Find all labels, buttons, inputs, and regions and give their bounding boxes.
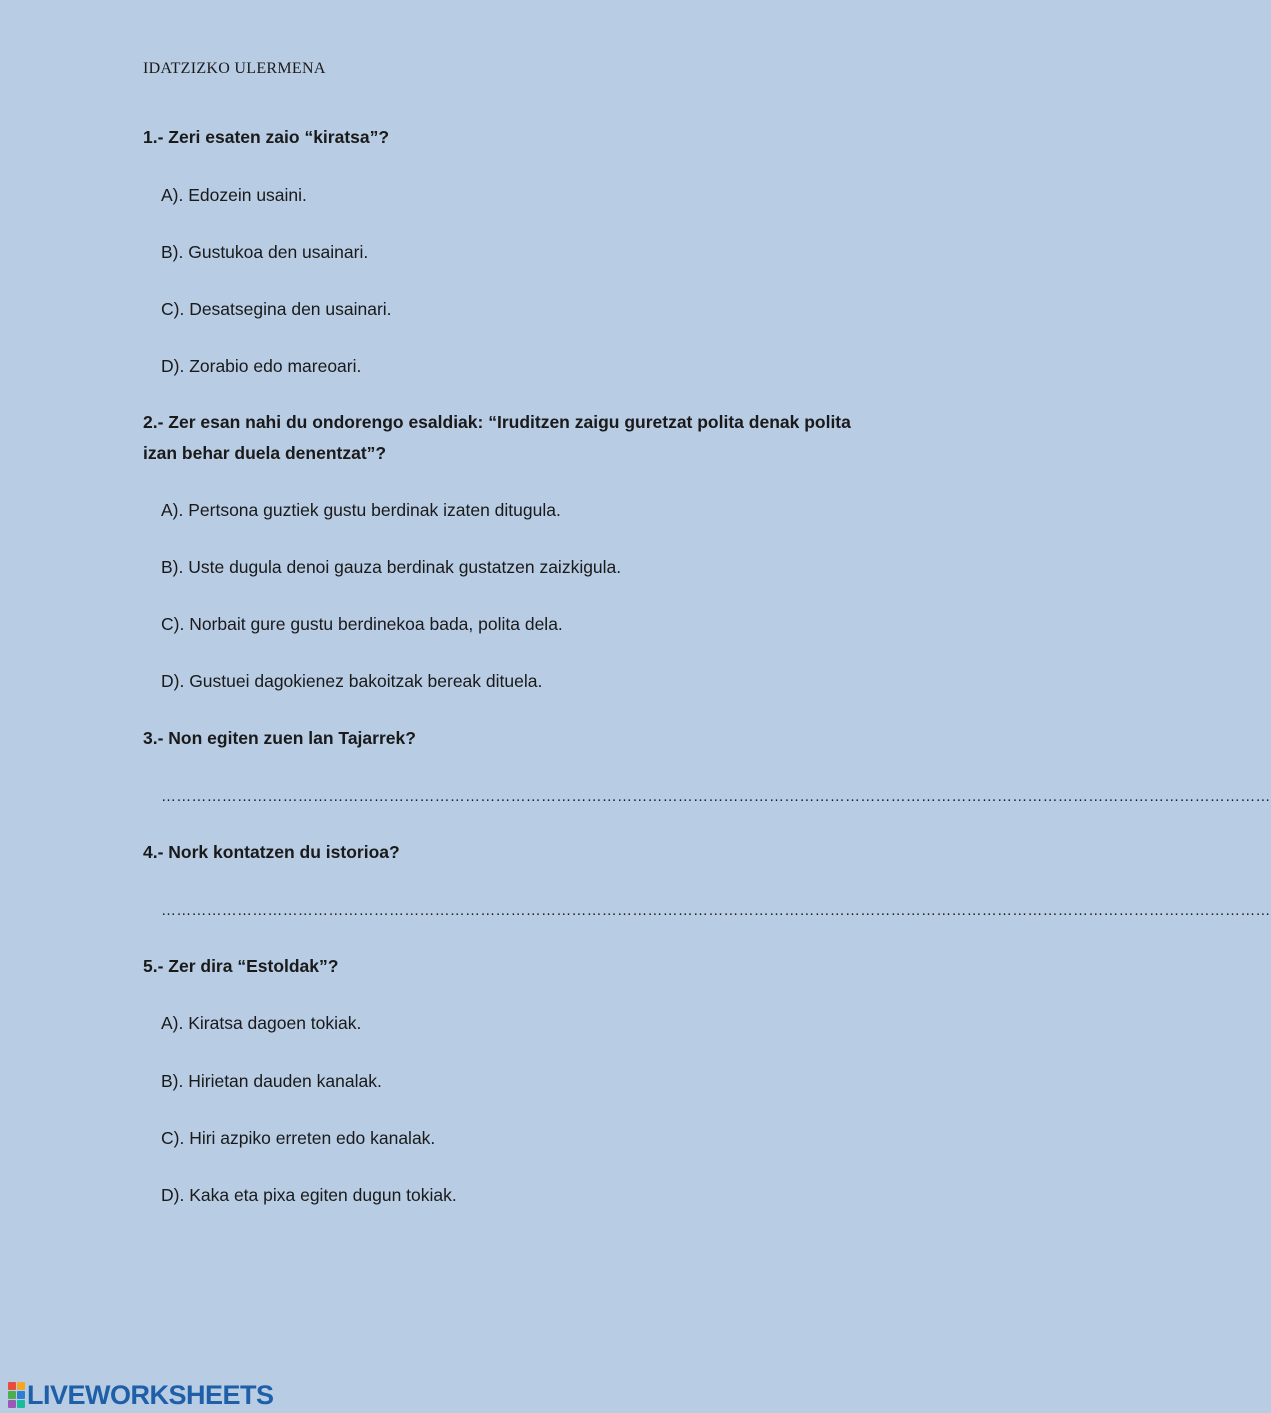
question-5-option-d[interactable]: D). Kaka eta pixa egiten dugun tokiak. — [161, 1185, 457, 1205]
question-1-option-b[interactable]: B). Gustukoa den usainari. — [161, 242, 369, 262]
logo-icon-block — [8, 1382, 16, 1390]
question-2-option-b[interactable]: B). Uste dugula denoi gauza berdinak gustatzen zaizkigula. — [161, 557, 622, 577]
logo-icon-block — [8, 1400, 16, 1408]
question-5-option-b[interactable]: B). Hirietan dauden kanalak. — [161, 1071, 382, 1091]
liveworksheets-logo-icon — [8, 1382, 25, 1408]
liveworksheets-logo[interactable] — [8, 1381, 274, 1409]
logo-icon-block — [8, 1391, 16, 1399]
question-1-option-d[interactable]: D). Zorabio edo mareoari. — [161, 356, 362, 376]
question-2-option-c[interactable]: C). Norbait gure gustu berdinekoa bada, polita dela. — [161, 614, 563, 634]
question-5-option-c[interactable]: C). Hiri azpiko erreten edo kanalak. — [161, 1128, 436, 1148]
question-1-option-a[interactable]: A). Edozein usaini. — [161, 185, 307, 205]
worksheet-title: IDATZIZKO ULERMENA — [143, 60, 326, 77]
liveworksheets-logo-text: LIVEWORKSHEETS — [27, 1379, 274, 1410]
question-1: 1.- Zeri esaten zaio “kiratsa”? — [143, 127, 390, 147]
question-5-option-a[interactable]: A). Kiratsa dagoen tokiak. — [161, 1013, 362, 1033]
question-2-option-a[interactable]: A). Pertsona guztiek gustu berdinak izaten ditugula. — [161, 500, 561, 520]
logo-icon-block — [17, 1382, 25, 1390]
question-4-answer-line[interactable]: ………………………………………………………………………………………………………………………………………………………………………………………………… — [161, 902, 1271, 919]
question-5: 5.- Zer dira “Estoldak”? — [143, 956, 339, 976]
question-3: 3.- Non egiten zuen lan Tajarrek? — [143, 728, 416, 748]
question-2-option-d[interactable]: D). Gustuei dagokienez bakoitzak bereak dituela. — [161, 671, 543, 691]
question-3-answer-line[interactable]: ………………………………………………………………………………………………………………………………………………………………………………………………… — [161, 788, 1271, 805]
question-2: 2.- Zer esan nahi du ondorengo esaldiak: “Iruditzen zaigu guretzat polita denak polita izan behar duela denentzat”? — [143, 412, 851, 463]
question-1-option-c[interactable]: C). Desatsegina den usainari. — [161, 299, 392, 319]
question-4: 4.- Nork kontatzen du istorioa? — [143, 842, 400, 862]
logo-icon-block — [17, 1391, 25, 1399]
logo-icon-block — [17, 1400, 25, 1408]
